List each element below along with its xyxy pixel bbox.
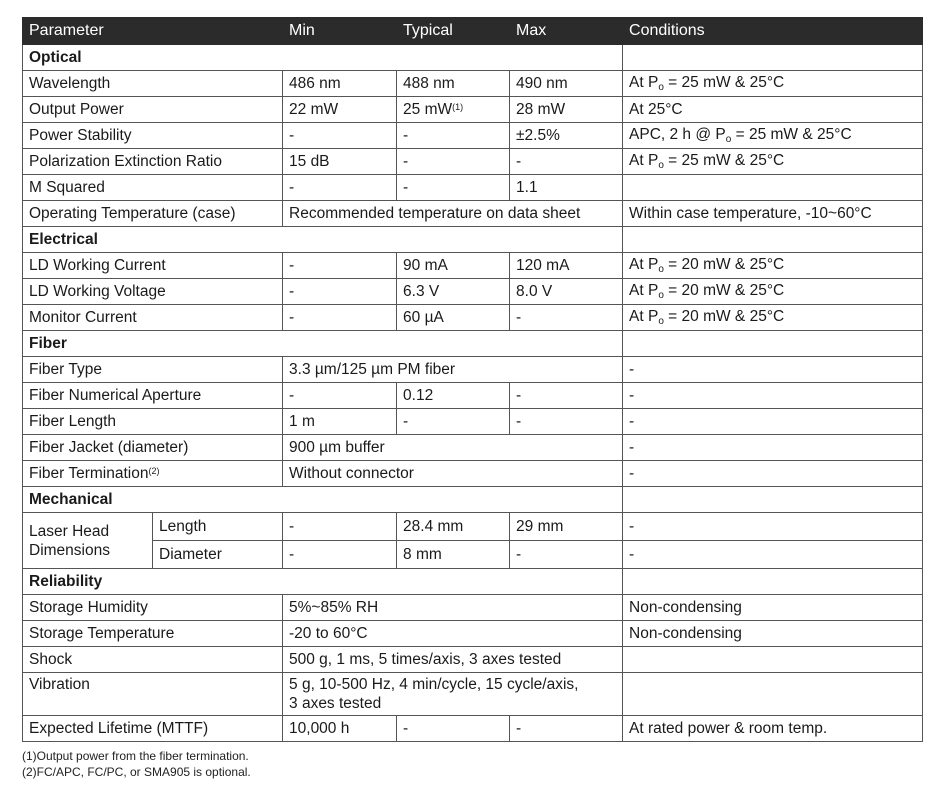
typical-cell: 0.12 <box>397 383 510 409</box>
header-min: Min <box>283 18 397 45</box>
param-group-cell: Laser Head Dimensions <box>23 513 153 569</box>
table-row <box>23 149 923 175</box>
max-cell: 29 mm <box>510 513 623 541</box>
table-row <box>23 175 923 201</box>
section-row <box>23 331 923 357</box>
typical-cell: - <box>397 409 510 435</box>
param-cell: Fiber Numerical Aperture <box>23 383 283 409</box>
min-cell: 15 dB <box>283 149 397 175</box>
section-title: Fiber <box>23 331 623 357</box>
param-cell: Shock <box>23 647 283 673</box>
min-cell: - <box>283 279 397 305</box>
conditions-cell: Non-condensing <box>623 595 923 621</box>
max-cell: 120 mA <box>510 253 623 279</box>
conditions-cell <box>623 175 923 201</box>
max-cell: 28 mW <box>510 97 623 123</box>
header-max: Max <box>510 18 623 45</box>
typical-cell: 8 mm <box>397 541 510 569</box>
typical-cell: - <box>397 175 510 201</box>
min-cell: - <box>283 253 397 279</box>
value-span-cell: Without connector <box>283 461 623 487</box>
max-cell: - <box>510 149 623 175</box>
param-cell: LD Working Current <box>23 253 283 279</box>
value-span-cell: -20 to 60°C <box>283 621 623 647</box>
footnote-1: (1)Output power from the fiber termination. <box>22 749 249 763</box>
conditions-cell: - <box>623 435 923 461</box>
conditions-cell: - <box>623 409 923 435</box>
param-cell: LD Working Voltage <box>23 279 283 305</box>
header-conditions: Conditions <box>623 18 923 45</box>
table-row <box>23 541 923 569</box>
value-span-cell: Recommended temperature on data sheet <box>283 201 623 227</box>
table-row <box>23 621 923 647</box>
table-row <box>23 673 923 716</box>
conditions-cell: APC, 2 h @ $P_o = 25$ mW & 25°C <box>623 123 923 149</box>
value-span-cell: 900 µm buffer <box>283 435 623 461</box>
header-row <box>23 18 923 45</box>
param-cell: Output Power <box>23 97 283 123</box>
section-title: Mechanical <box>23 487 623 513</box>
min-cell: 10,000 h <box>283 716 397 742</box>
param-cell: Polarization Extinction Ratio <box>23 149 283 175</box>
conditions-cell: - <box>623 513 923 541</box>
footnotes <box>22 748 251 780</box>
param-cell: Storage Temperature <box>23 621 283 647</box>
typical-cell: 60 µA <box>397 305 510 331</box>
param-cell: Monitor Current <box>23 305 283 331</box>
typical-cell: 6.3 V <box>397 279 510 305</box>
max-cell: - <box>510 541 623 569</box>
typical-cell: 488 nm <box>397 71 510 97</box>
typical-cell: 90 mA <box>397 253 510 279</box>
section-title: Electrical <box>23 227 623 253</box>
sub-param-cell: Diameter <box>153 541 283 569</box>
conditions-cell: Within case temperature, -10~60°C <box>623 201 923 227</box>
conditions-cell: - <box>623 461 923 487</box>
conditions-cell: At $P_o = 25$ mW & 25°C <box>623 149 923 175</box>
table-row <box>23 253 923 279</box>
footnote-ref: (2) <box>148 465 160 476</box>
conditions-cell: At $P_o = 25$ mW & 25°C <box>623 71 923 97</box>
min-cell: - <box>283 175 397 201</box>
spec-table <box>22 17 923 742</box>
conditions-cell: - <box>623 383 923 409</box>
param-cell: Storage Humidity <box>23 595 283 621</box>
min-cell: - <box>283 383 397 409</box>
param-cell: Fiber Type <box>23 357 283 383</box>
min-cell: - <box>283 513 397 541</box>
section-row <box>23 227 923 253</box>
value-span-cell: 5 g, 10-500 Hz, 4 min/cycle, 15 cycle/axis, 3 axes tested <box>283 673 623 716</box>
typical-cell: 28.4 mm <box>397 513 510 541</box>
conditions-cell: Non-condensing <box>623 621 923 647</box>
param-cell: Fiber Length <box>23 409 283 435</box>
table-row <box>23 461 923 487</box>
param-cell: Wavelength <box>23 71 283 97</box>
table-row <box>23 279 923 305</box>
footnote-2: (2)FC/APC, FC/PC, or SMA905 is optional. <box>22 765 251 779</box>
max-cell: 1.1 <box>510 175 623 201</box>
param-cell: Fiber Termination$^{(2)}$ <box>23 461 283 487</box>
param-cell: Vibration <box>23 673 283 716</box>
typical-cell: - <box>397 716 510 742</box>
conditions-cell: At 25°C <box>623 97 923 123</box>
table-row <box>23 716 923 742</box>
table-row <box>23 123 923 149</box>
param-cell: Fiber Jacket (diameter) <box>23 435 283 461</box>
value-span-cell: 5%~85% RH <box>283 595 623 621</box>
conditions-cell <box>623 647 923 673</box>
table-row <box>23 435 923 461</box>
section-row <box>23 487 923 513</box>
spec-table-container <box>22 17 922 742</box>
conditions-cell: - <box>623 541 923 569</box>
table-row <box>23 409 923 435</box>
max-cell: - <box>510 305 623 331</box>
min-cell: 22 mW <box>283 97 397 123</box>
typical-cell: 25 $mW^{(1)}$ <box>397 97 510 123</box>
min-cell: - <box>283 305 397 331</box>
max-cell: 490 nm <box>510 71 623 97</box>
sub-param-cell: Length <box>153 513 283 541</box>
conditions-cell: At rated power & room temp. <box>623 716 923 742</box>
header-parameter: Parameter <box>23 18 283 45</box>
table-row <box>23 71 923 97</box>
max-cell: - <box>510 383 623 409</box>
param-cell: Operating Temperature (case) <box>23 201 283 227</box>
table-row <box>23 305 923 331</box>
conditions-cell: At $P_o = 20$ mW & 25°C <box>623 279 923 305</box>
conditions-cell: At $P_o = 20$ mW & 25°C <box>623 305 923 331</box>
conditions-cell: - <box>623 357 923 383</box>
min-cell: - <box>283 541 397 569</box>
conditions-cell <box>623 673 923 716</box>
section-title: Reliability <box>23 569 623 595</box>
conditions-cell: At $P_o = 20$ mW & 25°C <box>623 253 923 279</box>
table-row <box>23 201 923 227</box>
table-row <box>23 513 923 541</box>
min-cell: 1 m <box>283 409 397 435</box>
typical-cell: - <box>397 149 510 175</box>
min-cell: 486 nm <box>283 71 397 97</box>
min-cell: - <box>283 123 397 149</box>
table-row <box>23 595 923 621</box>
table-row <box>23 647 923 673</box>
header-typical: Typical <box>397 18 510 45</box>
param-cell: M Squared <box>23 175 283 201</box>
param-cell: Power Stability <box>23 123 283 149</box>
table-row <box>23 357 923 383</box>
footnote-ref: (1) <box>452 101 464 112</box>
param-cell: Expected Lifetime (MTTF) <box>23 716 283 742</box>
value-span-cell: 3.3 µm/125 µm PM fiber <box>283 357 623 383</box>
value-span-cell: 500 g, 1 ms, 5 times/axis, 3 axes tested <box>283 647 623 673</box>
table-row <box>23 97 923 123</box>
table-row <box>23 383 923 409</box>
max-cell: 8.0 V <box>510 279 623 305</box>
section-title: Optical <box>23 45 623 71</box>
max-cell: - <box>510 409 623 435</box>
section-row <box>23 569 923 595</box>
max-cell: ±2.5% <box>510 123 623 149</box>
max-cell: - <box>510 716 623 742</box>
section-row <box>23 45 923 71</box>
typical-cell: - <box>397 123 510 149</box>
